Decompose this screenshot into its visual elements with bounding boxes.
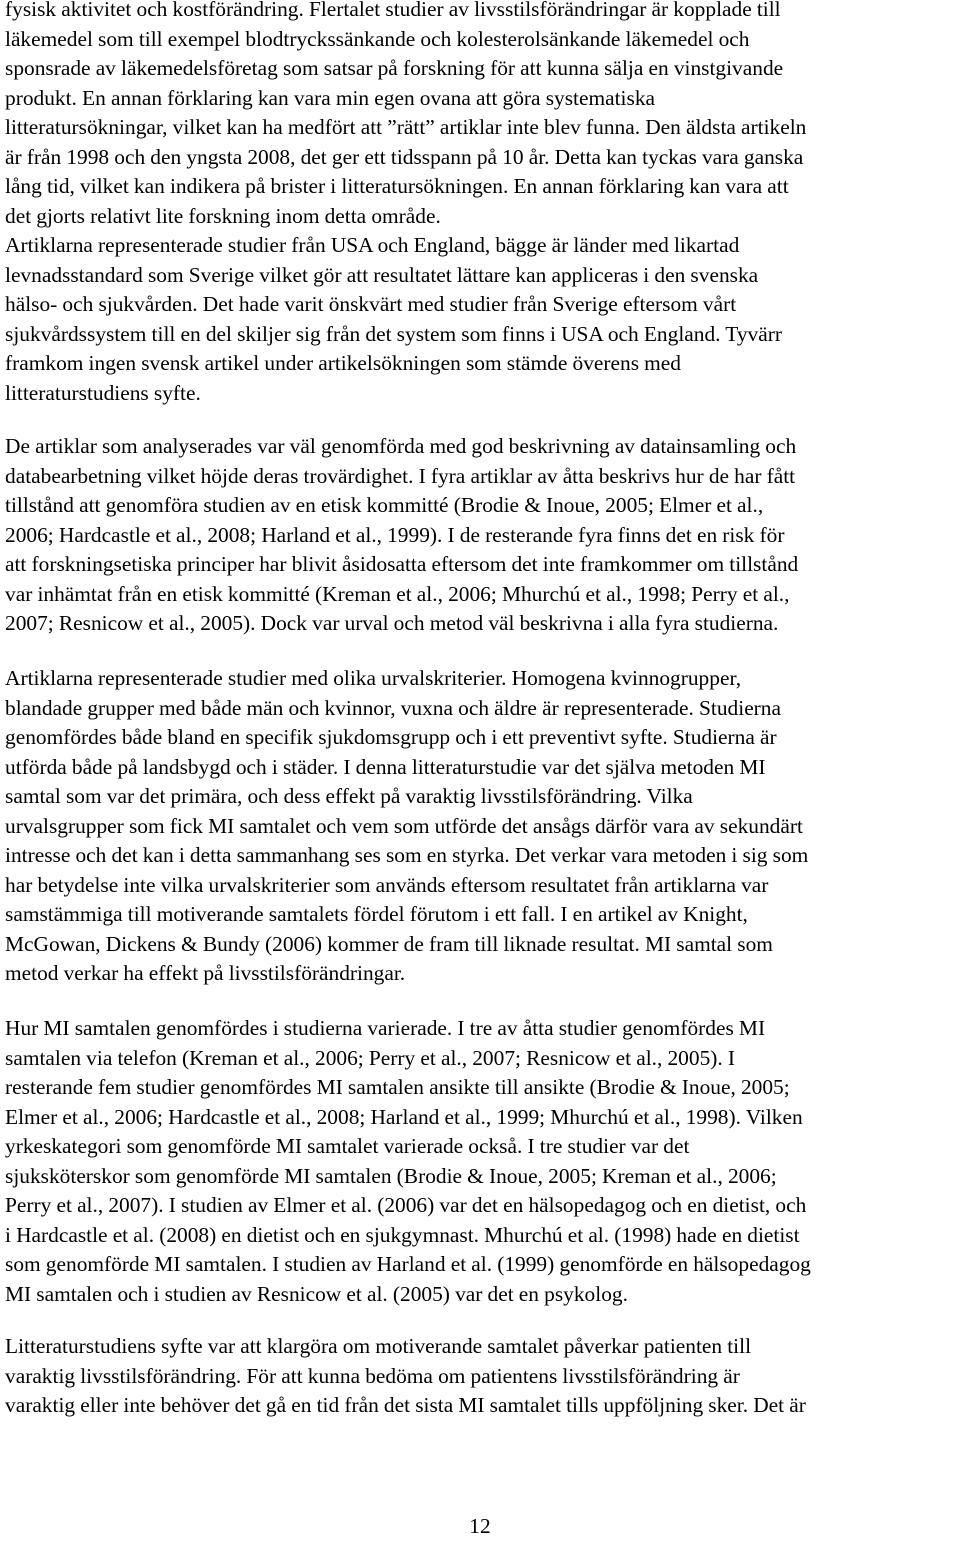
paragraph-study-aim: Litteraturstudiens syfte var att klargöra om motiverande samtalet påverkar patienten till varaktig livsstilsförändring. För att kunna bedöma om patientens livsstilsförändring är varaktig eller inte behöver det gå en tid från det sista MI samtalet tills uppföljning sker. Det är — [5, 1334, 806, 1417]
page-number: 12 — [469, 1514, 491, 1538]
paragraph-ethics: De artiklar som analyserades var väl genomförda med god beskrivning av datainsamling och databearbetning vilket höjde deras trovärdighet. I fyra artiklar av åtta beskrivs hur de har fått tillstånd att genomföra studien av en etisk kommitté (Brodie & Inoue, 2005; Elmer et al., 2006; Hardcastle et al., 2008; Harland et al., 1999). I de resterande fyra finns det en risk för att forskningsetiska principer har blivit åsidosatta eftersom det inte framkommer om tillstånd var inhämtat från en etisk kommitté (Kreman et al., 2006; Mhurchú et al., 1998; Perry et al., 2007; Resnicow et al., 2005). Dock var urval och metod väl beskrivna i alla fyra studierna. — [5, 434, 799, 635]
paragraph-limitations: fysisk aktivitet och kostförändring. Flertalet studier av livsstilsförändringar är kopplade till läkemedel som till exempel blodtryckssänkande och kolesterolsänkande läkemedel och sponsrade av läkemedelsföretag som satsar på forskning för att kunna sälja en vinstgivande produkt. En annan förklaring kan vara min egen ovana att göra systematiska litteratursökningar, vilket kan ha medfört att ”rätt” artiklar inte blev funna. Den äldsta artikeln är från 1998 och den yngsta 2008, det ger ett tidsspann på 10 år. Detta kan tyckas vara ganska lång tid, vilket kan indikera på brister i litteratursökningen. En annan förklaring kan vara att det gjorts relativt lite forskning inom detta område. Artiklarna representerade studier från USA och England, bägge är länder med likartad levnadsstandard som Sverige vilket gör att resultatet lättare kan appliceras i den svenska hälso- och sjukvården. Det hade varit önskvärt med studier från Sverige eftersom vårt sjukvårdssystem till en del skiljer sig från det system som finns i USA och England. Tyvärr framkom ingen svensk artikel under artikelsökningen som stämde överens med litteraturstudiens syfte. — [5, 0, 807, 405]
paragraph-mi-delivery: Hur MI samtalen genomfördes i studierna varierade. I tre av åtta studier genomfördes MI samtalen via telefon (Kreman et al., 2006; Perry et al., 2007; Resnicow et al., 2005). I resterande fem studier genomfördes MI samtalen ansikte till ansikte (Brodie & Inoue, 2005; Elmer et al., 2006; Hardcastle et al., 2008; Harland et al., 1999; Mhurchú et al., 1998). Vilken yrkeskategori som genomförde MI samtalet varierade också. I tre studier var det sjuksköterskor som genomförde MI samtalen (Brodie & Inoue, 2005; Kreman et al., 2006; Perry et al., 2007). I studien av Elmer et al. (2006) var det en hälsopedagog och en dietist, och i Hardcastle et al. (2008) en dietist och en sjukgymnast. Mhurchú et al. (1998) hade en dietist som genomförde MI samtalen. I studien av Harland et al. (1999) genomförde en hälsopedagog MI samtalen och i studien av Resnicow et al. (2005) var det en psykolog. — [5, 1016, 811, 1306]
paragraph-selection-criteria: Artiklarna representerade studier med olika urvalskriterier. Homogena kvinnogrupper, blandade grupper med både män och kvinnor, vuxna och äldre är representerade. Studierna genomfördes både bland en specifik sjukdomsgrupp och i ett preventivt syfte. Studierna är utförda både på landsbygd och i städer. I denna litteraturstudie var det själva metoden MI samtal som var det primära, och dess effekt på varaktig livsstilsförändring. Vilka urvalsgrupper som fick MI samtalet och vem som utförde det ansågs därför vara av sekundärt intresse och det kan i detta sammanhang ses som en styrka. Det verkar vara metoden i sig som har betydelse inte vilka urvalskriterier som används eftersom resultatet från artiklarna var samstämmiga till motiverande samtalets fördel förutom i ett fall. I en artikel av Knight, McGowan, Dickens & Bundy (2006) kommer de fram till liknade resultat. MI samtal som metod verkar ha effekt på livsstilsförändringar. — [5, 666, 809, 985]
